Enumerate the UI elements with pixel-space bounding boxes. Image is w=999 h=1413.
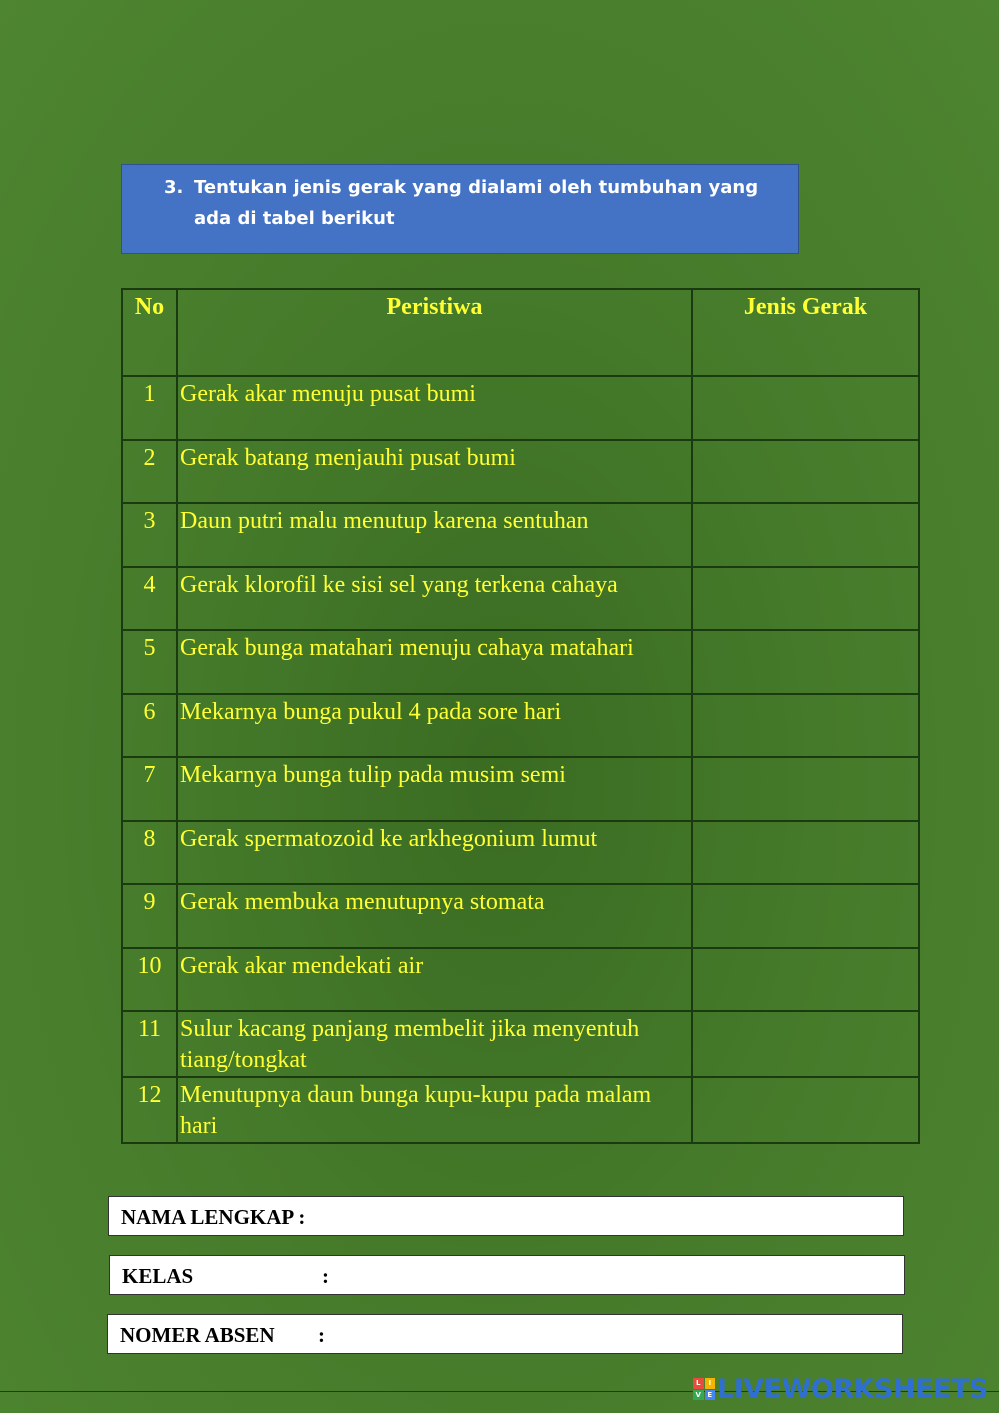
attendance-number-field[interactable] [107, 1314, 903, 1354]
table-row [122, 821, 919, 885]
row-event: Gerak akar mendekati air [177, 948, 692, 1012]
row-number: 9 [122, 884, 177, 948]
instruction-number: 3. [164, 177, 184, 198]
row-answer-input[interactable] [692, 503, 919, 567]
logo-mark-tile: L [693, 1378, 704, 1389]
row-answer-input[interactable] [692, 821, 919, 885]
row-event: Gerak membuka menutupnya stomata [177, 884, 692, 948]
logo-mark-tile: V [693, 1390, 704, 1401]
table-header-row [122, 289, 919, 376]
full-name-label: NAMA LENGKAP : [121, 1205, 306, 1229]
row-answer-input[interactable] [692, 884, 919, 948]
row-number: 2 [122, 440, 177, 504]
row-answer-input[interactable] [692, 376, 919, 440]
row-number: 7 [122, 757, 177, 821]
full-name-field[interactable] [108, 1196, 904, 1236]
table-row [122, 1011, 919, 1077]
header-type: Jenis Gerak [692, 289, 919, 376]
row-answer-input[interactable] [692, 948, 919, 1012]
class-field[interactable] [109, 1255, 905, 1295]
row-number: 11 [122, 1011, 177, 1077]
table-row [122, 757, 919, 821]
row-number: 5 [122, 630, 177, 694]
row-number: 8 [122, 821, 177, 885]
liveworksheets-wordmark: LIVEWORKSHEETS [717, 1373, 988, 1405]
row-answer-input[interactable] [692, 694, 919, 758]
instruction-text: Tentukan jenis gerak yang dialami oleh tumbuhan yang ada di tabel berikut [194, 177, 759, 229]
row-answer-input[interactable] [692, 630, 919, 694]
table-row [122, 1077, 919, 1143]
table-row [122, 567, 919, 631]
row-answer-input[interactable] [692, 757, 919, 821]
table-row [122, 630, 919, 694]
row-event: Mekarnya bunga pukul 4 pada sore hari [177, 694, 692, 758]
class-label: KELAS [122, 1264, 194, 1288]
attendance-number-colon: : [318, 1323, 325, 1347]
row-answer-input[interactable] [692, 1077, 919, 1143]
class-colon: : [322, 1264, 329, 1288]
liveworksheets-mark-icon [693, 1378, 715, 1400]
attendance-number-label: NOMER ABSEN [120, 1323, 275, 1347]
row-answer-input[interactable] [692, 440, 919, 504]
row-number: 4 [122, 567, 177, 631]
row-answer-input[interactable] [692, 567, 919, 631]
row-event: Gerak spermatozoid ke arkhegonium lumut [177, 821, 692, 885]
row-answer-input[interactable] [692, 1011, 919, 1077]
row-event: Gerak klorofil ke sisi sel yang terkena cahaya [177, 567, 692, 631]
instruction-box [121, 164, 799, 254]
table-row [122, 503, 919, 567]
row-event: Gerak batang menjauhi pusat bumi [177, 440, 692, 504]
logo-mark-tile: E [705, 1390, 716, 1401]
row-number: 10 [122, 948, 177, 1012]
row-event: Sulur kacang panjang membelit jika menyentuh tiang/tongkat [177, 1011, 692, 1077]
table-row [122, 948, 919, 1012]
row-number: 12 [122, 1077, 177, 1143]
liveworksheets-logo [693, 1373, 988, 1405]
row-number: 6 [122, 694, 177, 758]
header-event: Peristiwa [177, 289, 692, 376]
row-event: Mekarnya bunga tulip pada musim semi [177, 757, 692, 821]
plant-movement-table [121, 288, 920, 1144]
row-number: 3 [122, 503, 177, 567]
table-row [122, 376, 919, 440]
row-number: 1 [122, 376, 177, 440]
logo-mark-tile: I [705, 1378, 716, 1389]
row-event: Menutupnya daun bunga kupu-kupu pada malam hari [177, 1077, 692, 1143]
row-event: Gerak akar menuju pusat bumi [177, 376, 692, 440]
row-event: Daun putri malu menutup karena sentuhan [177, 503, 692, 567]
table-row [122, 694, 919, 758]
table-row [122, 440, 919, 504]
row-event: Gerak bunga matahari menuju cahaya matahari [177, 630, 692, 694]
table-row [122, 884, 919, 948]
header-no: No [122, 289, 177, 376]
